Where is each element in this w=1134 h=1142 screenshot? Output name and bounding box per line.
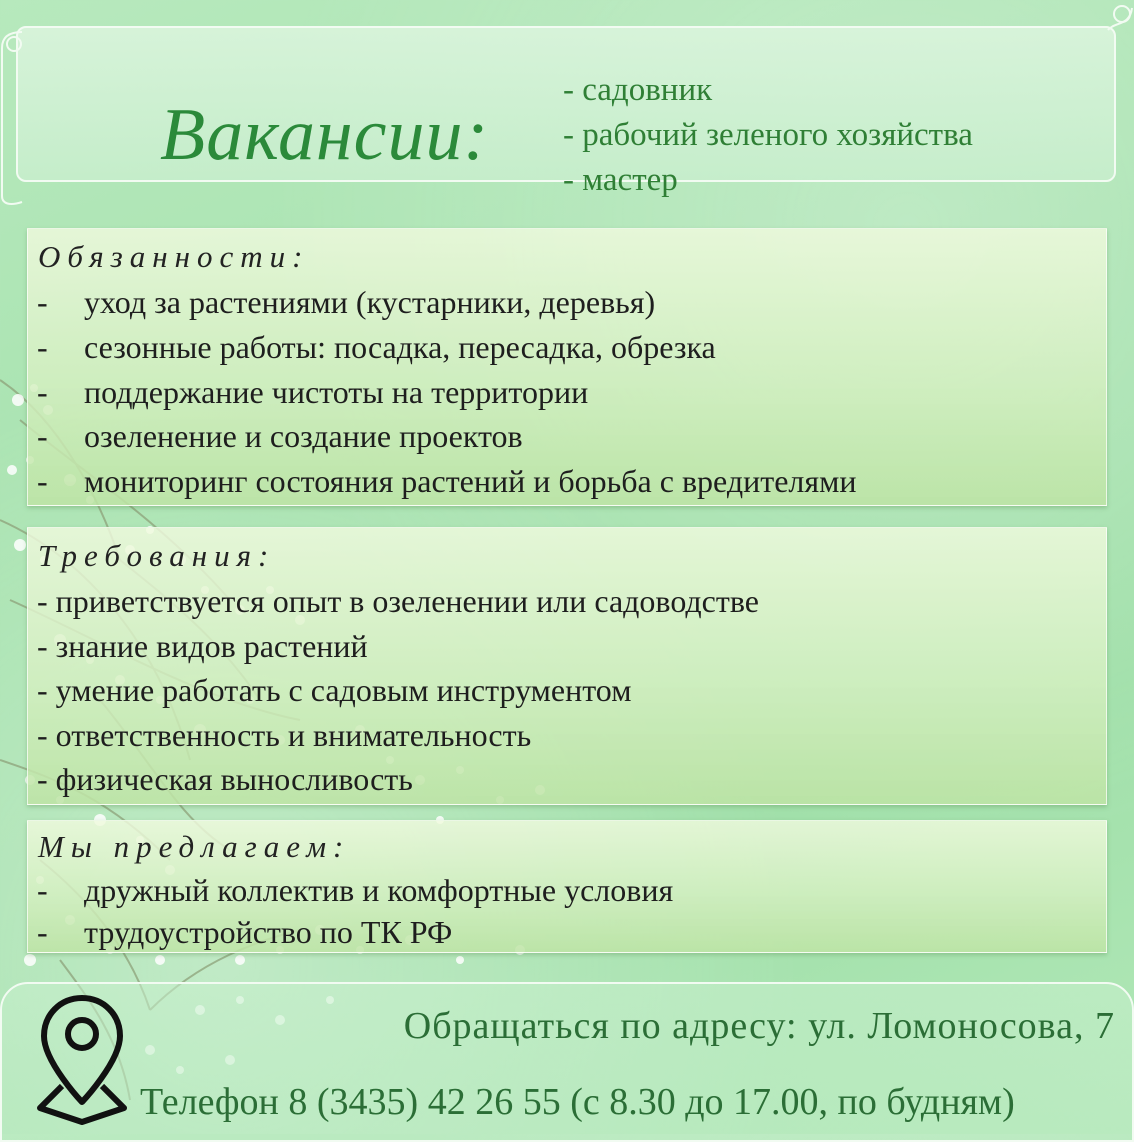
requirements-list <box>37 579 759 802</box>
location-pin-icon <box>36 990 128 1126</box>
requirements-heading: Требования: <box>38 538 276 573</box>
position-item: - мастер <box>563 162 678 198</box>
list-item-text: поддержание чистоты на территории <box>84 373 589 410</box>
position-item: - рабочий зеленого хозяйства <box>563 117 973 153</box>
list-item: - умение работать с садовым инструментом <box>37 672 632 709</box>
requirements-panel <box>27 527 1107 805</box>
list-item-text: озеленение и создание проектов <box>84 418 523 455</box>
scroll-curl-right-decoration <box>1104 0 1134 40</box>
list-item-text: мониторинг состояния растений и борьба с вредителями <box>84 463 857 500</box>
vacancies-title: Вакансии: <box>160 94 490 176</box>
duties-heading: Обязанности: <box>38 239 310 274</box>
vacancies-banner <box>16 26 1116 198</box>
offer-panel <box>27 820 1107 953</box>
list-item: - приветствуется опыт в озеленении или садоводстве <box>37 583 759 619</box>
list-item-text: уход за растениями (кустарники, деревья) <box>84 284 656 320</box>
contact-phone[interactable]: Телефон 8 (3435) 42 26 55 (с 8.30 до 17.00, по будням) <box>140 1081 1015 1123</box>
list-item: - физическая выносливость <box>37 761 413 798</box>
contact-address: Обращаться по адресу: ул. Ломоносова, 7 <box>403 1005 1115 1047</box>
offer-list <box>37 869 673 953</box>
list-item-text: сезонные работы: посадка, пересадка, обрезка <box>84 328 716 365</box>
list-item: - мониторинг состояния растений и борьба с вредителями <box>37 463 857 500</box>
list-item-text: дружный коллектив и комфортные условия <box>84 872 674 908</box>
list-item: - озеленение и создание проектов <box>37 418 523 455</box>
list-item: - поддержание чистоты на территории <box>37 373 589 410</box>
positions-list <box>563 68 973 203</box>
list-item: - сезонные работы: посадка, пересадка, обрезка <box>37 328 716 365</box>
scroll-curl-left-decoration <box>0 26 24 206</box>
list-item: - дружный коллектив и комфортные условия <box>37 872 674 908</box>
offer-heading: Мы предлагаем: <box>38 829 351 864</box>
list-item-text: трудоустройство по ТК РФ <box>84 914 453 950</box>
duties-panel <box>27 228 1107 506</box>
list-item: - ответственность и внимательность <box>37 716 532 753</box>
list-item: - уход за растениями (кустарники, деревья) <box>37 284 656 320</box>
list-item: - трудоустройство по ТК РФ <box>37 914 453 950</box>
duties-list <box>37 280 856 504</box>
position-item: - садовник <box>563 72 713 108</box>
list-item: - знание видов растений <box>37 627 368 664</box>
